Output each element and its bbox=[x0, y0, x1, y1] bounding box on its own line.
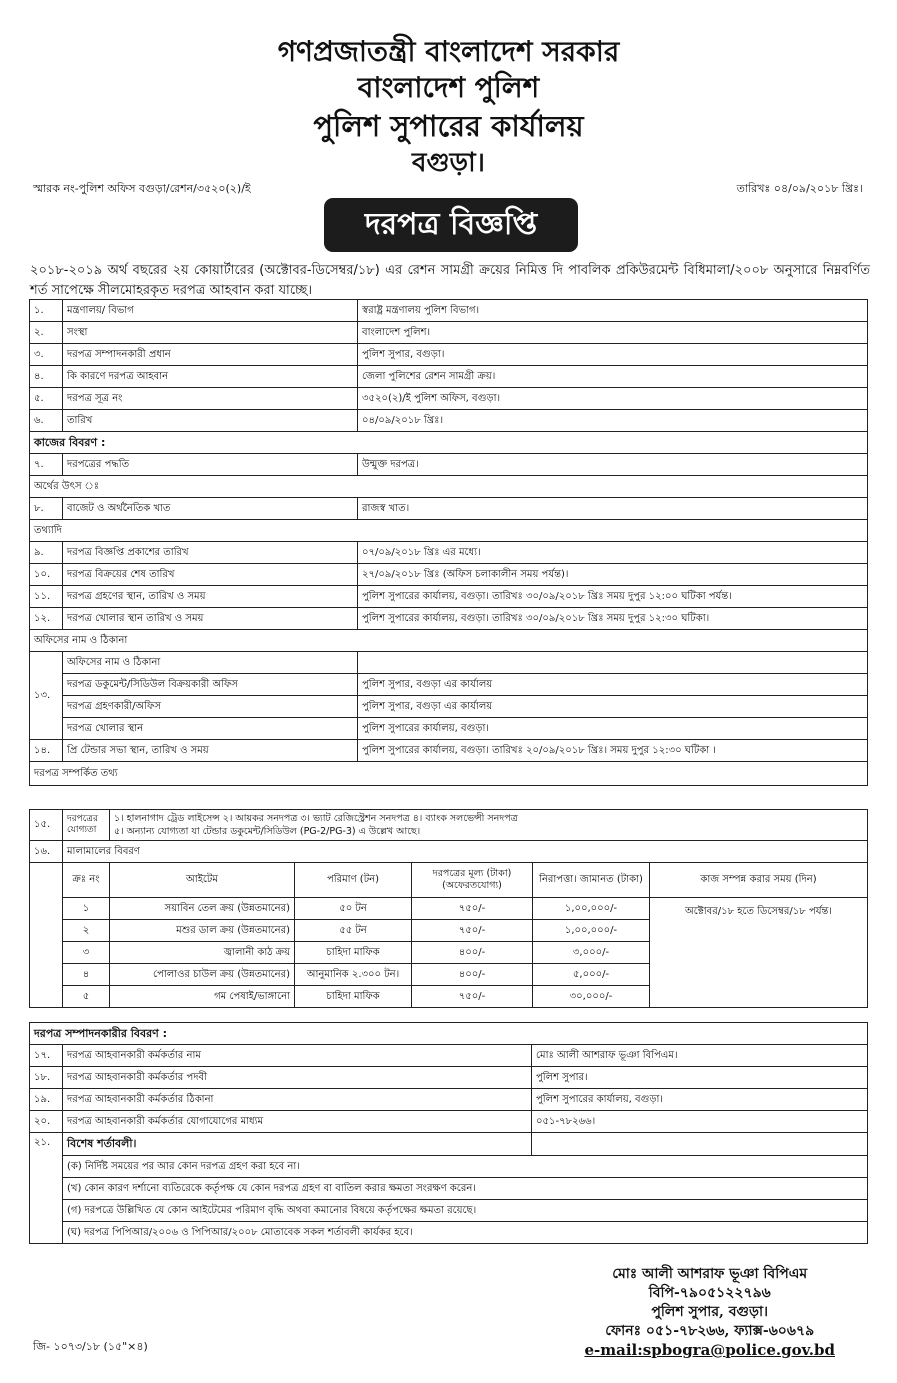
item-serial: ৫ bbox=[63, 986, 110, 1008]
row-label: দরপত্র খোলার স্থান bbox=[63, 718, 358, 740]
item-serial: ২ bbox=[63, 920, 110, 942]
row-value: জেলা পুলিশের রেশন সামগ্রী ক্রয়। bbox=[358, 366, 868, 388]
condition-item: (ঘ) দরপত্র পিপিআর/২০০৬ ও পিপিআর/২০০৮ মোতাবেক সকল শর্তাবলী কার্যকর হবে। bbox=[63, 1222, 868, 1244]
row-value: ০৭/০৯/২০১৮ খ্রিঃ এর মধ্যে। bbox=[358, 542, 868, 564]
item-quantity: আনুমানিক ২.৩০০ টন। bbox=[295, 964, 412, 986]
row-number: ১০. bbox=[30, 564, 63, 586]
section-heading: দরপত্র সম্পাদনকারীর বিবরণ : bbox=[30, 1023, 868, 1045]
row-value: ০৪/০৯/২০১৮ খ্রিঃ। bbox=[358, 410, 868, 432]
row-value: পুলিশ সুপার, বগুড়া এর কার্যালয় bbox=[358, 674, 868, 696]
table-row bbox=[30, 696, 868, 718]
section-heading: অর্থের উৎস ঃ bbox=[30, 476, 868, 498]
row-label: কি কারণে দরপত্র আহবান bbox=[63, 366, 358, 388]
qualification-line: ১। হালনাগাদ ট্রেড লাইসেন্স ২। আয়কর সনদপত্র ৩। ভ্যাট রেজিস্ট্রেশন সনদপত্র ৪। ব্যাংক সলভেন্সী সনদপত্র bbox=[114, 813, 518, 824]
table-row bbox=[30, 1089, 868, 1111]
table-row bbox=[30, 1045, 868, 1067]
row-label: দরপত্র বিক্রয়ের শেষ তারিখ bbox=[63, 564, 358, 586]
item-security: ৩,০০০/- bbox=[533, 942, 650, 964]
row-number: ১১. bbox=[30, 586, 63, 608]
row-value: পুলিশ সুপার, বগুড়া এর কার্যালয় bbox=[358, 696, 868, 718]
item-name: মশুর ডাল ক্রয় (উন্নতমানের) bbox=[110, 920, 295, 942]
table-row bbox=[30, 740, 868, 762]
signatory-bp-number: বিপি-৭৯০৫১২২৭৯৬ bbox=[648, 1285, 771, 1301]
row-label: বিশেষ শর্তাবলী। bbox=[63, 1133, 532, 1156]
item-name: পোলাওর চাউল ক্রয় (উন্নতমানের) bbox=[110, 964, 295, 986]
table-row bbox=[30, 300, 868, 322]
row-number: ১৬. bbox=[30, 841, 63, 863]
item-quantity: ৫০ টন bbox=[295, 898, 412, 920]
item-price: ৪০০/- bbox=[412, 964, 533, 986]
row-number: ৬. bbox=[30, 410, 63, 432]
row-number: ১৮. bbox=[30, 1067, 63, 1089]
table-row bbox=[30, 564, 868, 586]
row-number: ১৭. bbox=[30, 1045, 63, 1067]
section-heading: অফিসের নাম ও ঠিকানা bbox=[30, 630, 868, 652]
column-header: কাজ সম্পন্ন করার সময় (দিন) bbox=[650, 863, 868, 898]
item-price: ৭৫০/- bbox=[412, 898, 533, 920]
signatory-name: মোঃ আলী আশরাফ ভূঞা বিপিএম bbox=[612, 1266, 808, 1282]
item-serial: ৪ bbox=[63, 964, 110, 986]
row-value: পুলিশ সুপার। bbox=[532, 1067, 868, 1089]
table-row bbox=[30, 608, 868, 630]
section-heading-row bbox=[30, 476, 868, 498]
row-number: ১. bbox=[30, 300, 63, 322]
tender-info-table bbox=[29, 299, 868, 786]
row-number: ১৩. bbox=[30, 652, 63, 740]
table-row bbox=[30, 454, 868, 476]
intro-paragraph: ২০১৮-২০১৯ অর্থ বছরের ২য় কোয়ার্টারের (অক্টোবর-ডিসেম্বর/১৮) এর রেশন সামগ্রী ক্রয়ের নিমিত্ত দি পাবলিক প্রকিউরমেন্ট বিধিমালা/২০০৮ অনুসারে নিম্নবর্ণিত শর্ত সাপেক্ষে সীলমোহরকৃত দরপত্র আহবান করা যাচ্ছে। bbox=[30, 263, 870, 298]
notice-banner: দরপত্র বিজ্ঞপ্তি bbox=[324, 198, 578, 252]
signatory-email[interactable]: e-mail:spbogra@police.gov.bd bbox=[584, 1341, 835, 1359]
row-label: বাজেট ও অর্থনৈতিক খাত bbox=[63, 498, 358, 520]
condition-row bbox=[30, 1222, 868, 1244]
table-row bbox=[30, 1133, 868, 1156]
section-heading-row bbox=[30, 1023, 868, 1045]
department-title: বাংলাদেশ পুলিশ bbox=[357, 71, 540, 104]
row-value: ০৫১-৭৮২৬৬। bbox=[532, 1111, 868, 1133]
item-price: ৪০০/- bbox=[412, 942, 533, 964]
section-heading-row bbox=[30, 520, 868, 542]
item-quantity: ৫৫ টন bbox=[295, 920, 412, 942]
item-quantity: চাহিদা মাফিক bbox=[295, 986, 412, 1008]
row-value: পুলিশ সুপার, বগুড়া। bbox=[358, 344, 868, 366]
row-value: পুলিশ সুপারের কার্যালয়, বগুড়া। তারিখঃ ২০/০৯/২০১৮ খ্রিঃ। সময় দুপুর ১২:৩০ ঘটিকা । bbox=[358, 740, 868, 762]
row-label: দরপত্র গ্রহণের স্থান, তারিখ ও সময় bbox=[63, 586, 358, 608]
row-value: পুলিশ সুপারের কার্যালয়, বগুড়া। bbox=[532, 1089, 868, 1111]
table-row bbox=[30, 674, 868, 696]
row-number: ৩. bbox=[30, 344, 63, 366]
district-title: বগুড়া। bbox=[412, 148, 485, 178]
row-value: রাজস্ব খাত। bbox=[358, 498, 868, 520]
office-title: পুলিশ সুপারের কার্যালয় bbox=[313, 109, 584, 143]
row-label: দরপত্র আহবানকারী কর্মকর্তার পদবী bbox=[63, 1067, 532, 1089]
table-row bbox=[30, 1111, 868, 1133]
row-value: পুলিশ সুপারের কার্যালয়, বগুড়া। তারিখঃ ৩০/০৯/২০১৮ খ্রিঃ সময় দুপুর ১২:০০ ঘটিকা পর্যন্ত। bbox=[358, 586, 868, 608]
item-security: ৩০,০০০/- bbox=[533, 986, 650, 1008]
row-label: তারিখ bbox=[63, 410, 358, 432]
government-title: গণপ্রজাতন্ত্রী বাংলাদেশ সরকার bbox=[277, 35, 620, 68]
condition-row bbox=[30, 1156, 868, 1178]
row-number: ৭. bbox=[30, 454, 63, 476]
row-number: ১৯. bbox=[30, 1089, 63, 1111]
table-row bbox=[30, 586, 868, 608]
row-value: পুলিশ সুপারের কার্যালয়, বগুড়া। তারিখঃ ৩০/০৯/২০১৮ খ্রিঃ সময় দুপুর ১২:৩০ ঘটিকা। bbox=[358, 608, 868, 630]
section-heading-row bbox=[30, 630, 868, 652]
row-number: ২০. bbox=[30, 1111, 63, 1133]
column-header: আইটেম bbox=[110, 863, 295, 898]
row-number: ২. bbox=[30, 322, 63, 344]
row-value: মোঃ আলী আশরাফ ভূঞা বিপিএম। bbox=[532, 1045, 868, 1067]
row-label: প্রি টেন্ডার সভা স্থান, তারিখ ও সময় bbox=[63, 740, 358, 762]
row-label: মন্ত্রণালয়/ বিভাগ bbox=[63, 300, 358, 322]
item-name: গম পেষাই/ভাঙ্গানো bbox=[110, 986, 295, 1008]
item-security: ৫,০০০/- bbox=[533, 964, 650, 986]
row-label: অফিসের নাম ও ঠিকানা bbox=[63, 652, 358, 674]
executor-table bbox=[29, 1022, 868, 1244]
column-header: ক্রঃ নং bbox=[63, 863, 110, 898]
condition-row bbox=[30, 1178, 868, 1200]
column-header: দরপত্রের মূল্য (টাকা) (অফেরতযোগ্য) bbox=[412, 863, 533, 898]
condition-item: (গ) দরপত্রে উল্লিখিত যে কোন আইটেমের পরিমাণ বৃদ্ধি অথবা কমানোর বিষয়ে কর্তৃপক্ষের ক্ষমতা রয়েছে। bbox=[63, 1200, 868, 1222]
row-number: ৮. bbox=[30, 498, 63, 520]
row-label: দরপত্র সূত্র নং bbox=[63, 388, 358, 410]
signatory-phone: ফোনঃ ০৫১-৭৮২৬৬, ফ্যাক্স-৬০৬৭৯ bbox=[605, 1323, 815, 1339]
row-number: ২১. bbox=[30, 1133, 63, 1244]
row-label: দরপত্র আহবানকারী কর্মকর্তার নাম bbox=[63, 1045, 532, 1067]
table-row bbox=[30, 322, 868, 344]
table-row bbox=[30, 542, 868, 564]
item-security: ১,০০,০০০/- bbox=[533, 898, 650, 920]
footer-code: জি- ১০৭৩/১৮ (১৫"×৪) bbox=[33, 1340, 148, 1353]
section-heading-row bbox=[30, 762, 868, 786]
signatory-title: পুলিশ সুপার, বগুড়া। bbox=[651, 1304, 769, 1320]
row-number: ৪. bbox=[30, 366, 63, 388]
row-value: বাংলাদেশ পুলিশ। bbox=[358, 322, 868, 344]
row-label: দরপত্র গ্রহণকারী/অফিস bbox=[63, 696, 358, 718]
table-row bbox=[30, 652, 868, 674]
table-row bbox=[30, 1067, 868, 1089]
item-price: ৭৫০/- bbox=[412, 920, 533, 942]
row-label: দরপত্র আহবানকারী কর্মকর্তার ঠিকানা bbox=[63, 1089, 532, 1111]
items-table bbox=[29, 809, 868, 1008]
row-number: ৯. bbox=[30, 542, 63, 564]
item-name: সয়াবিন তেল ক্রয় (উন্নতমানের) bbox=[110, 898, 295, 920]
row-label: মালামালের বিবরণ bbox=[63, 841, 868, 863]
column-header: নিরাপত্তা। জামানত (টাকা) bbox=[533, 863, 650, 898]
table-row bbox=[30, 410, 868, 432]
condition-item: (ক) নির্দিষ্ট সময়ের পর আর কোন দরপত্র গ্রহণ করা হবে না। bbox=[63, 1156, 868, 1178]
item-name: জ্বালানী কাঠ ক্রয় bbox=[110, 942, 295, 964]
table-row bbox=[30, 388, 868, 410]
row-value: পুলিশ সুপারের কার্যালয়, বগুড়া। bbox=[358, 718, 868, 740]
table-row bbox=[30, 498, 868, 520]
row-label: দরপত্র খোলার স্থান তারিখ ও সময় bbox=[63, 608, 358, 630]
section-heading: তথ্যাদি bbox=[30, 520, 868, 542]
column-header: পরিমাণ (টন) bbox=[295, 863, 412, 898]
condition-row bbox=[30, 1200, 868, 1222]
qualification-line: ৫। অন্যান্য যোগ্যতা যা টেন্ডার ডকুমেন্ট/সিডিউল (PG-2/PG-3) এ উল্লেখ আছে। bbox=[114, 826, 421, 837]
signature-block bbox=[584, 1265, 835, 1360]
section-heading: কাজের বিবরণ : bbox=[30, 432, 868, 454]
row-number: ১২. bbox=[30, 608, 63, 630]
completion-period: অক্টোবর/১৮ হতে ডিসেম্বর/১৮ পর্যন্ত। bbox=[650, 898, 868, 1008]
row-value: স্বরাষ্ট্র মন্ত্রণালয় পুলিশ বিভাগ। bbox=[358, 300, 868, 322]
table-row bbox=[30, 810, 868, 841]
row-number: ১৪. bbox=[30, 740, 63, 762]
row-label: সংস্থা bbox=[63, 322, 358, 344]
row-label: দরপত্র ডকুমেন্ট/সিডিউল বিক্রয়কারী অফিস bbox=[63, 674, 358, 696]
section-heading: দরপত্র সম্পর্কিত তথ্য bbox=[30, 762, 868, 786]
row-label: দরপত্রের পদ্ধতি bbox=[63, 454, 358, 476]
row-value: উন্মুক্ত দরপত্র। bbox=[358, 454, 868, 476]
table-row bbox=[30, 841, 868, 863]
row-label: দরপত্র সম্পাদনকারী প্রধান bbox=[63, 344, 358, 366]
row-number: ১৫. bbox=[30, 810, 63, 841]
item-security: ১,০০,০০০/- bbox=[533, 920, 650, 942]
table-row bbox=[30, 718, 868, 740]
table-row bbox=[30, 898, 868, 920]
row-label: দরপত্র বিজ্ঞপ্তি প্রকাশের তারিখ bbox=[63, 542, 358, 564]
row-number: ৫. bbox=[30, 388, 63, 410]
items-header-row bbox=[30, 863, 868, 898]
section-heading-row bbox=[30, 432, 868, 454]
row-value bbox=[358, 652, 868, 674]
row-value: ৩৫২০(২)/ই পুলিশ অফিস, বগুড়া। bbox=[358, 388, 868, 410]
table-row bbox=[30, 344, 868, 366]
item-serial: ৩ bbox=[63, 942, 110, 964]
row-value: ২৭/০৯/২০১৮ খ্রিঃ (অফিস চলাকালীন সময় পর্যন্ত)। bbox=[358, 564, 868, 586]
row-label: দরপত্র আহবানকারী কর্মকর্তার যোগাযোগের মাধ্যম bbox=[63, 1111, 532, 1133]
item-quantity: চাহিদা মাফিক bbox=[295, 942, 412, 964]
condition-item: (খ) কোন কারণ দর্শানো ব্যতিরেকে কর্তৃপক্ষ যে কোন দরপত্র গ্রহণ বা বাতিল করার ক্ষমতা সংরক্ষণ করেন। bbox=[63, 1178, 868, 1200]
row-label: দরপত্রের যোগ্যতা bbox=[63, 810, 110, 841]
table-row bbox=[30, 366, 868, 388]
memo-number: স্মারক নং-পুলিশ অফিস বগুড়া/রেশন/৩৫২০(২)/ই bbox=[33, 182, 251, 195]
item-serial: ১ bbox=[63, 898, 110, 920]
issue-date: তারিখঃ ০৪/০৯/২০১৮ খ্রিঃ। bbox=[736, 182, 863, 195]
item-price: ৭৫০/- bbox=[412, 986, 533, 1008]
